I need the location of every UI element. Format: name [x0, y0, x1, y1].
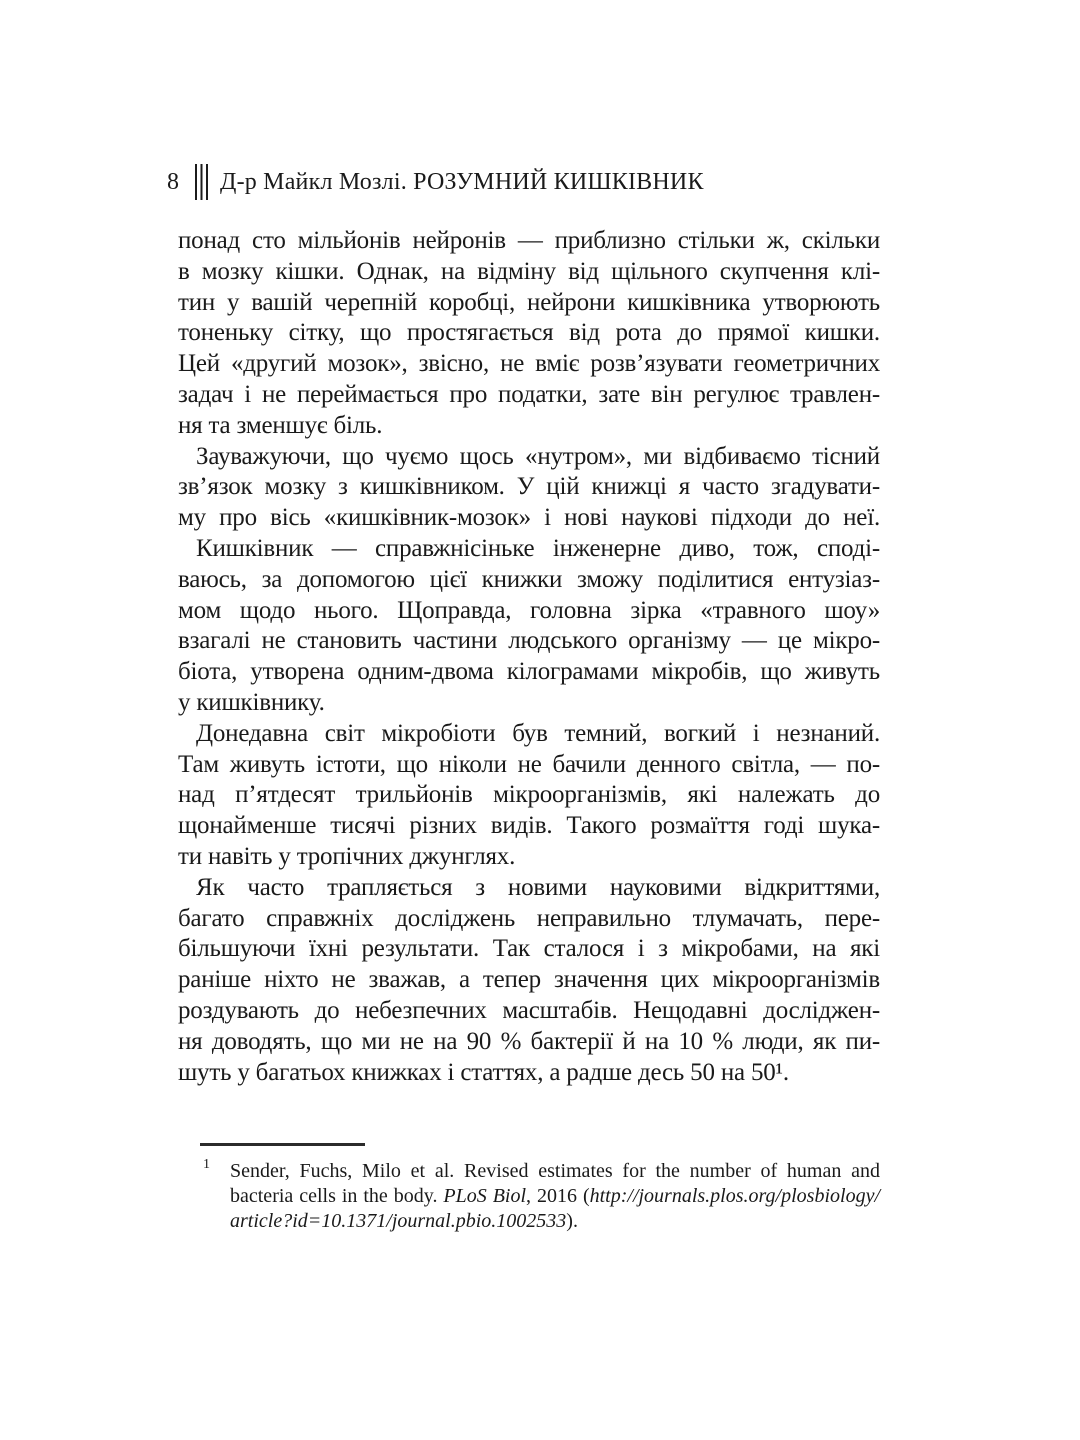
- text-line: задач і не переймається про податки, зате він регулює травлен-: [178, 380, 880, 408]
- footnote-segment: , 2016 (: [526, 1185, 590, 1207]
- text-line: у кишківнику.: [178, 688, 325, 716]
- text-line: біота, утворена одним-двома кілограмами мікробів, що живуть: [178, 658, 880, 686]
- text-line: понад сто мільйонів нейронів — приблизно стільки ж, скільки: [178, 227, 880, 254]
- footnote-journal-title: PLoS Biol: [443, 1185, 527, 1207]
- footnote-line: [230, 1159, 880, 1184]
- footnote-line: [230, 1184, 880, 1209]
- text-line: Донедавна світ мікробіоти був темний, вогкий і незнаний.: [196, 719, 880, 747]
- text-line: щонайменше тисячі різних видів. Такого розмаїття годі шука-: [178, 812, 880, 840]
- text-line: шуть у багатьох книжках і статтях, а радше десь 50 на 50¹.: [178, 1058, 789, 1086]
- text-line: ня доводять, що ми не на 90 % бактерії й на 10 % люди, як пи-: [178, 1027, 880, 1055]
- text-line: Зауважуючи, що чуємо щось «нутром», ми відбиваємо тісний: [196, 442, 880, 470]
- text-line: му про вісь «кишківник-мозок» і нові наукові підходи до неї.: [178, 504, 880, 532]
- triple-vertical-bars-icon: [195, 164, 208, 200]
- text-line: ти навіть у тропічних джунглях.: [178, 842, 516, 870]
- text-line: ваюсь, за допомогою цієї книжки зможу поділитися ентузіаз-: [178, 565, 880, 593]
- text-line: Кишківник — справжнісіньке інженерне диво, тож, споді-: [196, 534, 880, 562]
- body-text: [178, 226, 880, 1088]
- text-line: тоненьку сітку, що простягається від рота до прямої кишки.: [178, 319, 880, 347]
- text-line: роздувають до небезпечних масштабів. Нещодавні досліджен-: [178, 996, 880, 1024]
- text-line: більшуючи їхні результати. Так сталося і з мікробами, на які: [178, 935, 880, 963]
- footnote-marker: 1: [203, 1157, 210, 1172]
- text-line: ня та зменшує біль.: [178, 411, 383, 439]
- text-line: взагалі не становить частини людського організму — це мікро-: [178, 627, 880, 655]
- footnote-text: [230, 1159, 880, 1234]
- footnote-line: [230, 1209, 880, 1234]
- text-line: Як часто трапляється з новими науковими відкриттями,: [196, 873, 880, 901]
- footnote-segment: Sender, Fuchs, Milo et al. Revised estimates for the number of human and: [230, 1160, 880, 1182]
- footnote-divider: [200, 1143, 365, 1146]
- footnote-segment: ).: [566, 1210, 578, 1232]
- text-line: багато справжніх досліджень неправильно тлумачать, пере-: [178, 904, 880, 932]
- text-line: зв’язок мозку з кишківником. У цій книжці я часто згадувати-: [178, 473, 880, 501]
- running-head-title: Д-р Майкл Мозлі. РОЗУМНИЙ КИШКІВНИК: [220, 169, 704, 195]
- footnote-url: http://journals.plos.org/plosbiology/: [589, 1185, 880, 1207]
- text-line: Цей «другий мозок», звісно, не вміє розв’язувати геометричних: [178, 350, 880, 378]
- text-line: раніше ніхто не зважав, а тепер значення цих мікроорганізмів: [178, 966, 880, 994]
- text-line: Там живуть істоти, що ніколи не бачили денного світла, — по-: [178, 750, 880, 778]
- footnote-url: article?id=10.1371/journal.pbio.1002533: [230, 1210, 567, 1232]
- footnote-segment: bacteria cells in the body.: [230, 1185, 444, 1207]
- page-number: 8: [167, 169, 179, 195]
- text-line: в мозку кішки. Однак, на відміну від щільного скупчення клі-: [178, 257, 880, 285]
- text-line: над п’ятдесят трильйонів мікроорганізмів, які належать до: [178, 781, 880, 809]
- text-line: мом щодо нього. Щоправда, головна зірка «травного шоу»: [178, 596, 880, 624]
- text-line: тин у вашій черепній коробці, нейрони кишківника утворюють: [178, 288, 880, 316]
